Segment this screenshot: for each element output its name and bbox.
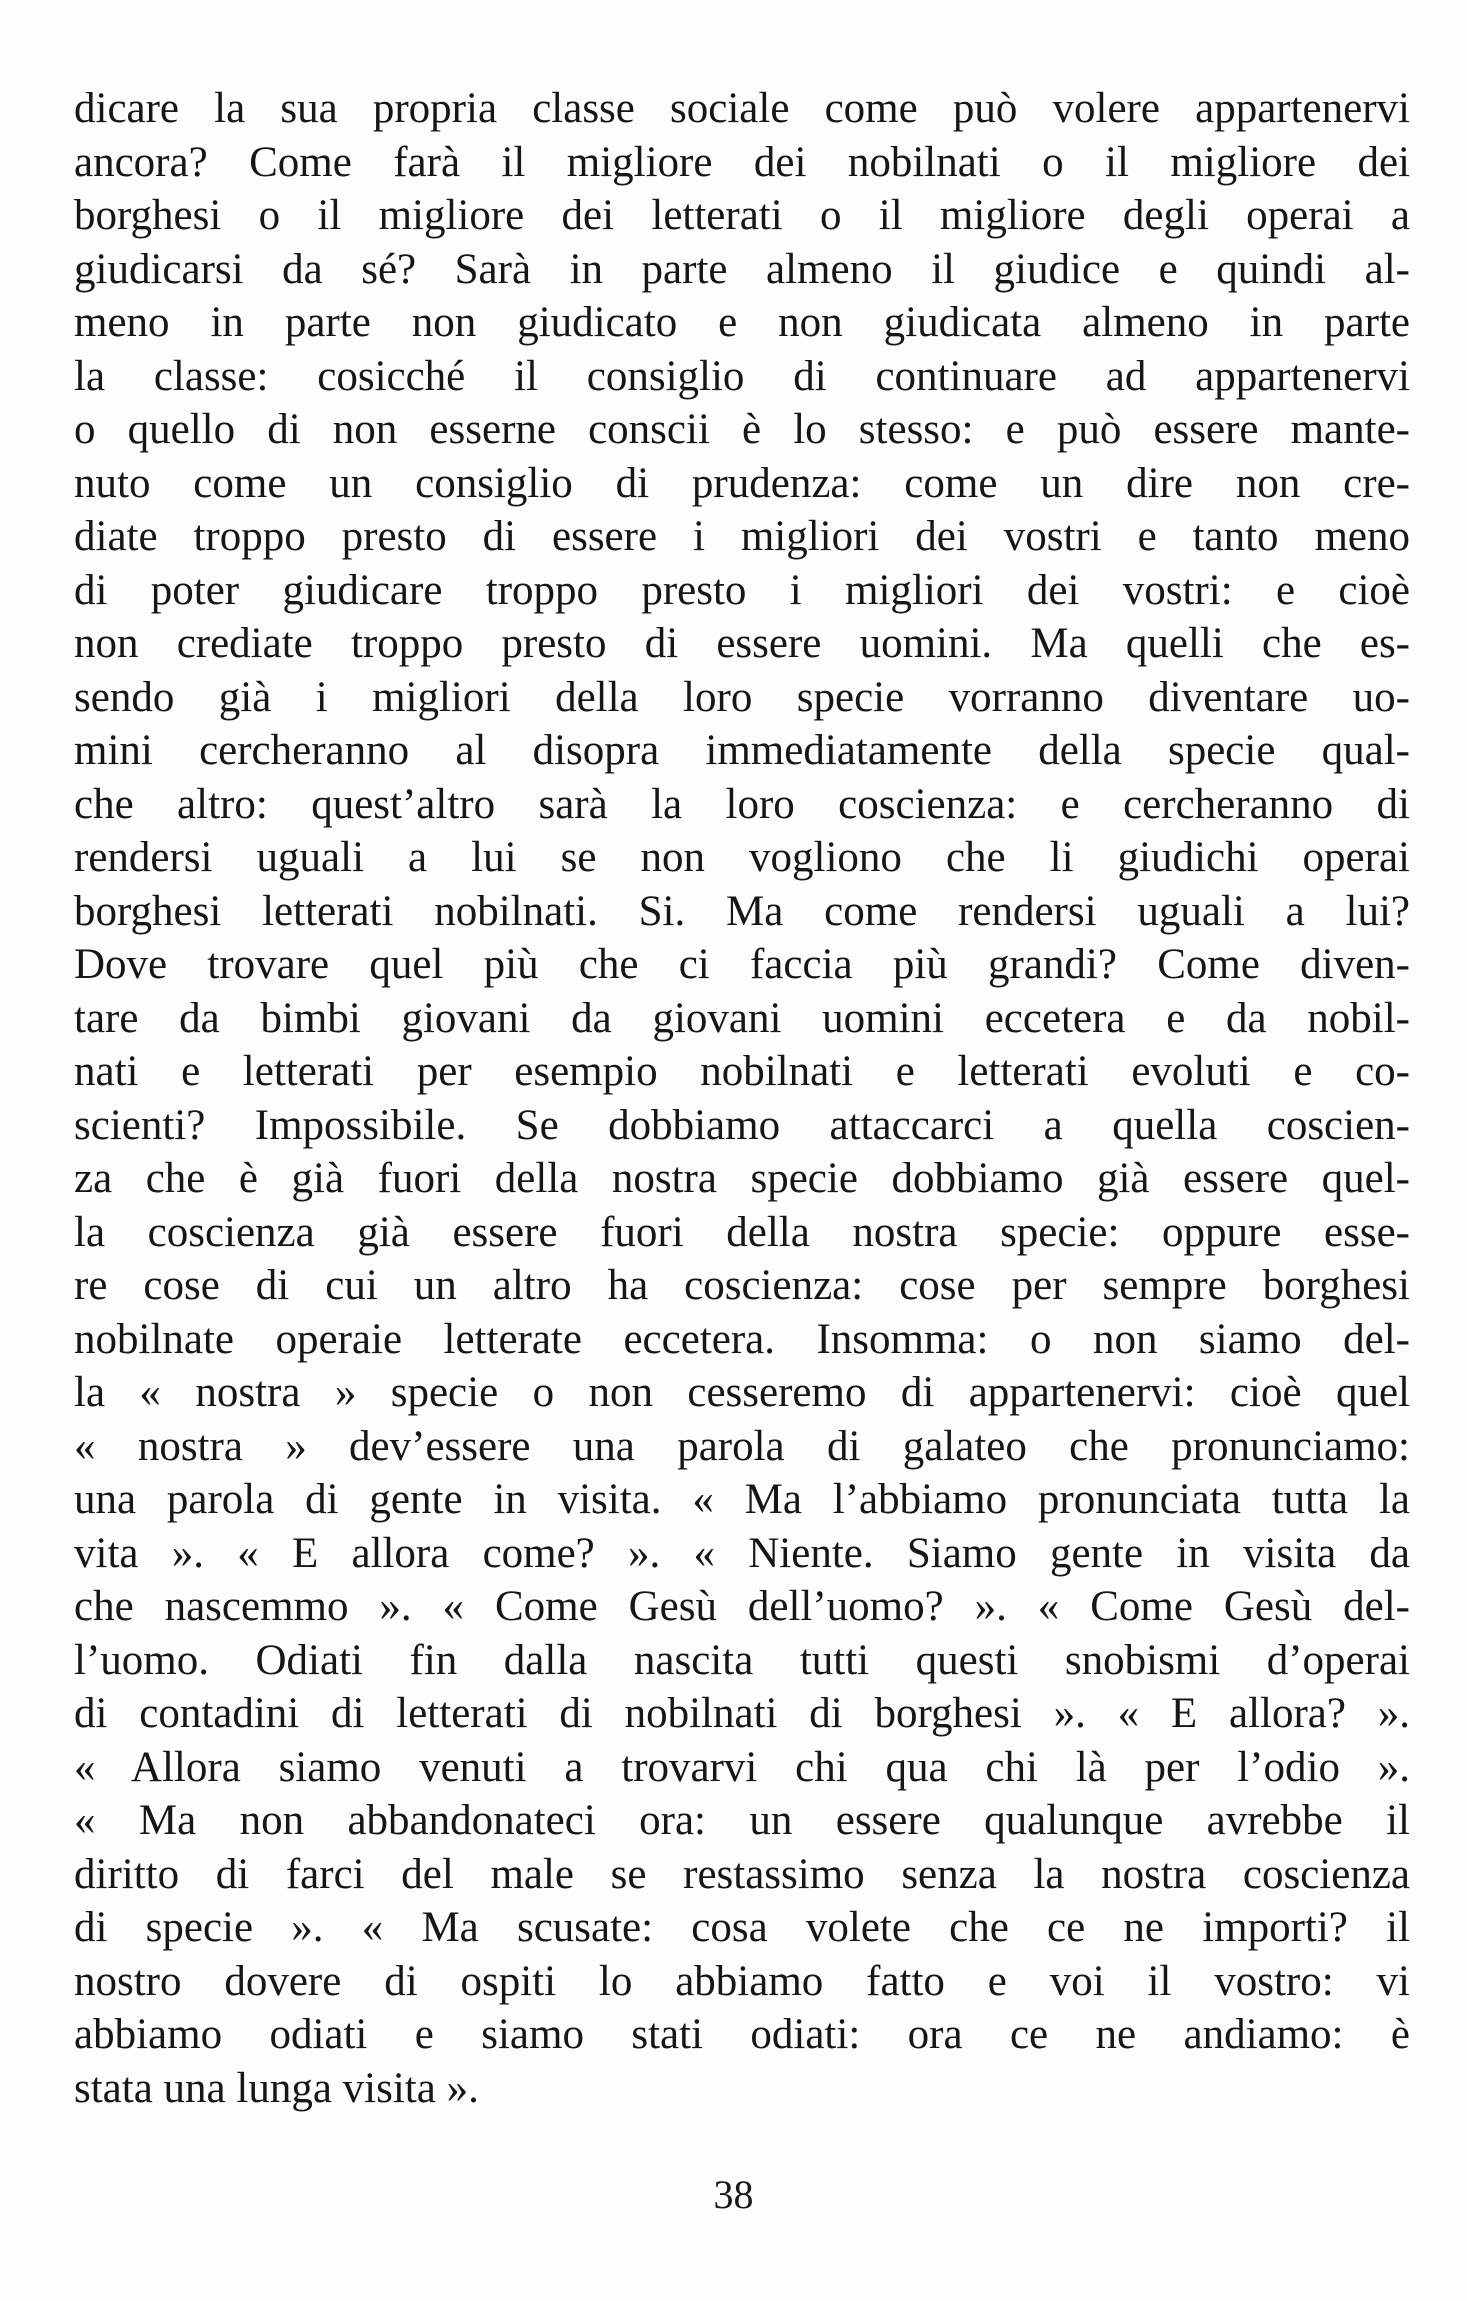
text-line: abbiamo odiati e siamo stati odiati: ora ce ne andiamo: è	[74, 2011, 1410, 2058]
text-line: Dove trovare quel più che ci faccia più grandi? Come diven-	[74, 941, 1410, 988]
text-line: ancora? Come farà il migliore dei nobilnati o il migliore dei	[74, 138, 1410, 186]
text-line: « Allora siamo venuti a trovarvi chi qua chi là per l’odio ».	[74, 1743, 1410, 1791]
text-line: meno in parte non giudicato e non giudicata almeno in parte	[74, 299, 1410, 346]
text-line: nobilnate operaie letterate eccetera. Insomma: o non siamo del-	[74, 1315, 1410, 1363]
page-number: 38	[713, 2172, 754, 2217]
text-line: borghesi letterati nobilnati. Si. Ma come rendersi uguali a lui?	[74, 887, 1410, 935]
text-line: tare da bimbi giovani da giovani uomini eccetera e da nobil-	[74, 994, 1410, 1042]
text-line: la « nostra » specie o non cesseremo di appartenervi: cioè quel	[74, 1369, 1410, 1416]
text-line: vita ». « E allora come? ». « Niente. Siamo gente in visita da	[74, 1529, 1410, 1577]
text-line: che altro: quest’altro sarà la loro coscienza: e cercheranno di	[74, 780, 1410, 828]
text-line: re cose di cui un altro ha coscienza: cose per sempre borghesi	[74, 1262, 1410, 1309]
text-line: giudicarsi da sé? Sarà in parte almeno il giudice e quindi al-	[74, 245, 1410, 293]
text-line: borghesi o il migliore dei letterati o il migliore degli operai a	[74, 192, 1410, 239]
text-line: nostro dovere di ospiti lo abbiamo fatto e voi il vostro: vi	[74, 1957, 1410, 2005]
text-line: diate troppo presto di essere i migliori dei vostri e tanto meno	[74, 513, 1410, 560]
text-line-last: stata una lunga visita ».	[74, 2064, 479, 2112]
text-line: « nostra » dev’essere una parola di galateo che pronunciamo:	[74, 1422, 1410, 1470]
text-line: non crediate troppo presto di essere uomini. Ma quelli che es-	[74, 620, 1410, 667]
text-line: di contadini di letterati di nobilnati di borghesi ». « E allora? ».	[74, 1690, 1410, 1737]
text-line: dicare la sua propria classe sociale come può volere appartenervi	[74, 85, 1410, 132]
text-line: l’uomo. Odiati fin dalla nascita tutti questi snobismi d’operai	[74, 1636, 1410, 1684]
text-line: sendo già i migliori della loro specie vorranno diventare uo-	[74, 673, 1410, 721]
text-line: nuto come un consiglio di prudenza: come un dire non cre-	[74, 459, 1410, 507]
text-line: una parola di gente in visita. « Ma l’abbiamo pronunciata tutta la	[74, 1476, 1410, 1523]
text-line: la coscienza già essere fuori della nostra specie: oppure esse-	[74, 1208, 1410, 1256]
text-line: che nascemmo ». « Come Gesù dell’uomo? ». « Come Gesù del-	[74, 1583, 1410, 1630]
text-line: la classe: cosicché il consiglio di continuare ad appartenervi	[74, 352, 1410, 400]
text-line: scienti? Impossibile. Se dobbiamo attaccarci a quella coscien-	[74, 1101, 1410, 1149]
text-line: rendersi uguali a lui se non vogliono che li giudichi operai	[74, 834, 1410, 881]
text-line: diritto di farci del male se restassimo senza la nostra coscienza	[74, 1850, 1410, 1898]
text-line: mini cercheranno al disopra immediatamente della specie qual-	[74, 727, 1410, 774]
text-line: di specie ». « Ma scusate: cosa volete che ce ne importi? il	[74, 1904, 1410, 1951]
text-line: « Ma non abbandonateci ora: un essere qualunque avrebbe il	[74, 1797, 1410, 1844]
text-line: nati e letterati per esempio nobilnati e letterati evoluti e co-	[74, 1048, 1410, 1095]
text-line: za che è già fuori della nostra specie dobbiamo già essere quel-	[74, 1155, 1410, 1202]
text-line: o quello di non esserne conscii è lo stesso: e può essere mante-	[74, 406, 1410, 453]
text-line: di poter giudicare troppo presto i migliori dei vostri: e cioè	[74, 566, 1410, 614]
body-text	[74, 82, 1410, 2115]
